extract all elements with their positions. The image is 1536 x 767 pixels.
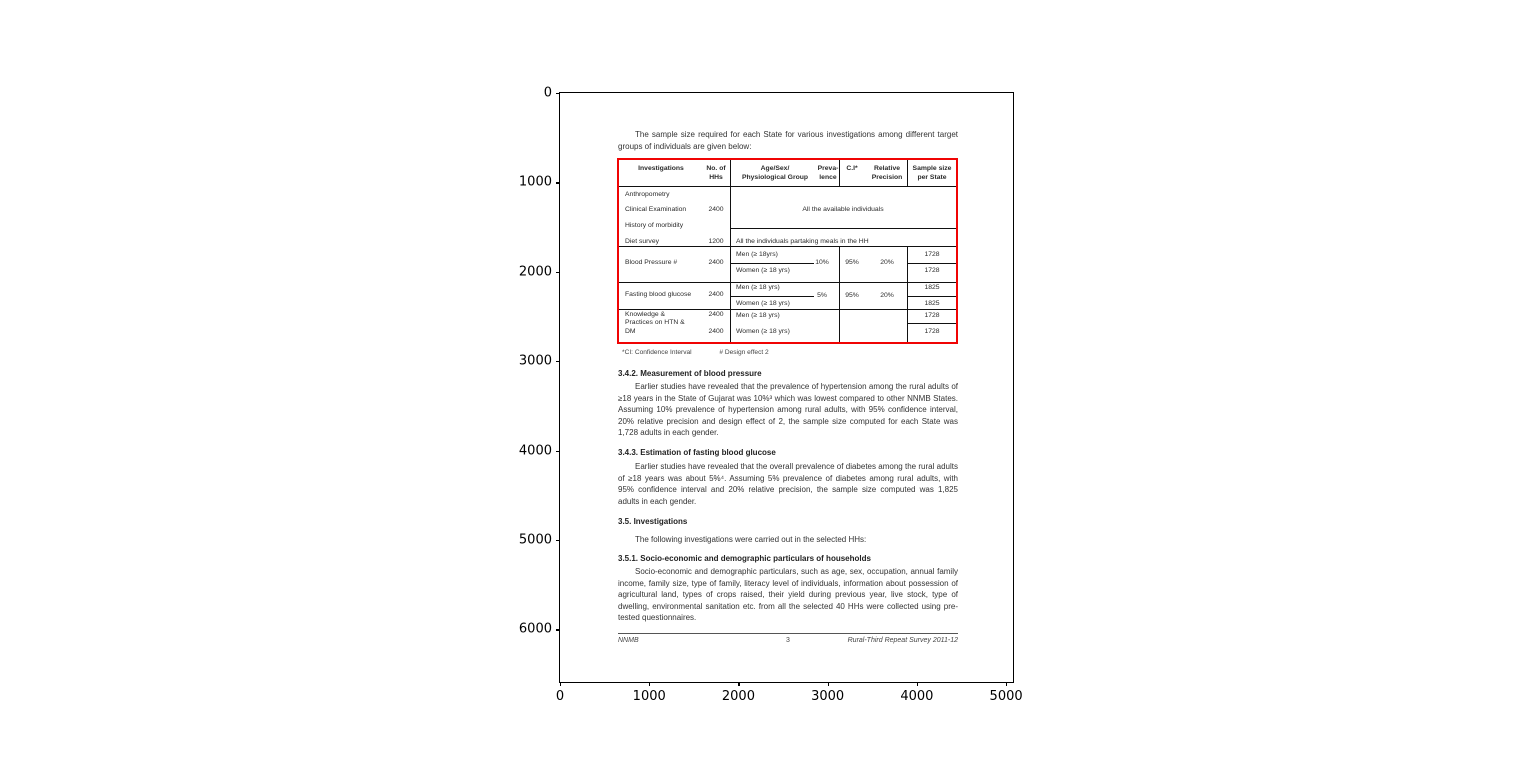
table-hline [907, 296, 956, 297]
row-blood-pressure: Blood Pressure # [625, 259, 678, 266]
row-bp-men: Men (≥ 18yrs) [736, 251, 778, 258]
section-351-paragraph: Socio-economic and demographic particulars, such as age, sex, occupation, annual family income, family size, type of family, literacy level of individuals, information about possession of agricultural land, types of crops raised, their yield during previous year, live stock, type of dwelling, environmental sanitation etc. from all the selected 40 HHs were collected using pre-tested questionnaires. [618, 567, 958, 623]
y-tick-mark [556, 93, 560, 94]
footer-page-number: 3 [786, 637, 790, 644]
row-fbg-men: Men (≥ 18 yrs) [736, 284, 780, 291]
row-bp-n-women: 1728 [924, 267, 940, 274]
row-kp-women: Women (≥ 18 yrs) [736, 328, 790, 335]
section-343-paragraph: Earlier studies have revealed that the overall prevalence of diabetes among the rural adults of ≥18 years was about 5%⁴. Assuming 5% prevalence of diabetes among rural adults, with 95% confidence interval and 20% relative precision, the sample size computed was 1,825 adults in each gender. [618, 462, 958, 506]
col-header-hhs: HHs [709, 174, 723, 181]
row-bp-ci: 95% [845, 259, 859, 266]
row-kp-line2: Practices on HTN & [625, 319, 685, 326]
y-tick-mark [556, 361, 560, 362]
plot-area [518, 85, 1023, 704]
x-tick-mark [649, 682, 650, 686]
row-fbg-prevalence: 5% [817, 292, 827, 299]
y-tick-label: 2000 [518, 264, 552, 280]
row-kp-men: Men (≥ 18 yrs) [736, 312, 780, 319]
row-morbidity: History of morbidity [625, 222, 684, 229]
span-all-individuals: All the available individuals [802, 206, 884, 213]
col-header-sample-2: per State [917, 174, 947, 181]
section-342-heading: 3.4.2. Measurement of blood pressure [618, 369, 762, 378]
x-tick-mark [828, 682, 829, 686]
row-fbg-hhs: 2400 [708, 291, 724, 298]
row-bp-prevalence: 10% [815, 259, 829, 266]
row-fbg-ci: 95% [845, 292, 859, 299]
footer-survey-title: Rural-Third Repeat Survey 2011-12 [847, 637, 958, 644]
scanned-document-page [560, 93, 1013, 682]
page-footer [618, 637, 958, 644]
x-tick-label: 1000 [632, 689, 666, 704]
row-bp-rp: 20% [880, 259, 894, 266]
y-tick-mark [556, 182, 560, 183]
span-partaking-meals: All the individuals partaking meals in the HH [736, 238, 869, 245]
col-header-agesex-1: Age/Sex/ [760, 165, 790, 172]
footer-rule [618, 633, 958, 634]
y-tick-label: 4000 [518, 443, 552, 459]
col-header-precision: Precision [871, 174, 903, 181]
col-header-investigations: Investigations [638, 165, 684, 172]
sample-size-table [617, 158, 958, 344]
x-tick-label: 5000 [989, 689, 1023, 704]
row-bp-hhs: 2400 [708, 259, 724, 266]
y-tick-label: 3000 [518, 353, 552, 369]
row-diet: Diet survey [625, 238, 659, 245]
row-kp-line3: DM [625, 328, 636, 335]
y-tick-label: 1000 [518, 174, 552, 190]
col-header-prevalence-2: lence [819, 174, 837, 181]
row-kp-n-women: 1728 [924, 328, 940, 335]
y-tick-mark [556, 272, 560, 273]
y-tick-label: 5000 [518, 532, 552, 548]
row-diet-hhs: 1200 [708, 238, 724, 245]
table-hline [619, 309, 956, 310]
x-tick-label: 4000 [900, 689, 934, 704]
section-351-heading: 3.5.1. Socio-economic and demographic particulars of households [618, 554, 871, 563]
y-tick-label: 0 [543, 85, 552, 101]
row-fbg-n-men: 1825 [924, 284, 940, 291]
row-kp-hhs-1: 2400 [708, 311, 724, 318]
x-tick-mark [560, 682, 561, 686]
row-clinical-hhs: 2400 [708, 206, 724, 213]
table-hline [907, 323, 956, 324]
table-hline [730, 263, 814, 264]
section-35-heading: 3.5. Investigations [618, 517, 688, 526]
table-hline [730, 296, 814, 297]
col-header-ci: C.I* [846, 165, 858, 172]
table-footnote [622, 349, 769, 356]
footnote-design-effect: # Design effect 2 [719, 349, 769, 356]
table-hline [730, 228, 956, 229]
x-tick-label: 2000 [721, 689, 755, 704]
row-fbg-n-women: 1825 [924, 300, 940, 307]
row-kp-line1: Knowledge & [625, 311, 666, 318]
col-header-sample-1: Sample size [912, 165, 952, 172]
table-hline [619, 282, 956, 283]
footnote-ci: *CI: Confidence Interval [622, 349, 692, 356]
table-vline [730, 160, 731, 342]
row-kp-n-men: 1728 [924, 312, 940, 319]
row-fbg-women: Women (≥ 18 yrs) [736, 300, 790, 307]
intro-paragraph: The sample size required for each State for various investigations among different target groups of individuals are given below: [618, 130, 958, 151]
row-bp-women: Women (≥ 18 yrs) [736, 267, 790, 274]
x-tick-mark [1006, 682, 1007, 686]
col-header-agesex-2: Physiological Group [741, 174, 809, 181]
row-kp-hhs-2: 2400 [708, 328, 724, 335]
row-bp-n-men: 1728 [924, 251, 940, 258]
section-342-paragraph: Earlier studies have revealed that the prevalence of hypertension among the rural adults of ≥18 years in the State of Gujarat was 10%³ which was lowest compared to other NNMB States. Assuming 10% prevalence of hypertension among rural adults, with 95% confidence interval, 20% relative precision and design effect of 2, the sample size computed for each State was 1,728 adults in each gender. [618, 382, 958, 438]
x-tick-label: 3000 [811, 689, 845, 704]
row-anthropometry: Anthropometry [625, 191, 670, 198]
y-tick-mark [556, 540, 560, 541]
y-tick-label: 6000 [518, 621, 552, 637]
col-header-prevalence-1: Preva- [817, 165, 839, 172]
table-hline [907, 263, 956, 264]
y-tick-mark [556, 629, 560, 630]
row-clinical: Clinical Examination [625, 206, 687, 213]
x-tick-label: 0 [555, 689, 565, 704]
row-fbg: Fasting blood glucose [625, 291, 692, 298]
section-343-heading: 3.4.3. Estimation of fasting blood glucose [618, 448, 776, 457]
table-hline [619, 186, 956, 187]
section-35-paragraph: The following investigations were carried out in the selected HHs: [635, 535, 867, 544]
footer-org: NNMB [618, 637, 639, 644]
y-tick-mark [556, 451, 560, 452]
x-tick-mark [738, 682, 739, 686]
x-tick-mark [917, 682, 918, 686]
col-header-relative: Relative [873, 165, 901, 172]
row-fbg-rp: 20% [880, 292, 894, 299]
col-header-no-of: No. of [706, 165, 726, 172]
